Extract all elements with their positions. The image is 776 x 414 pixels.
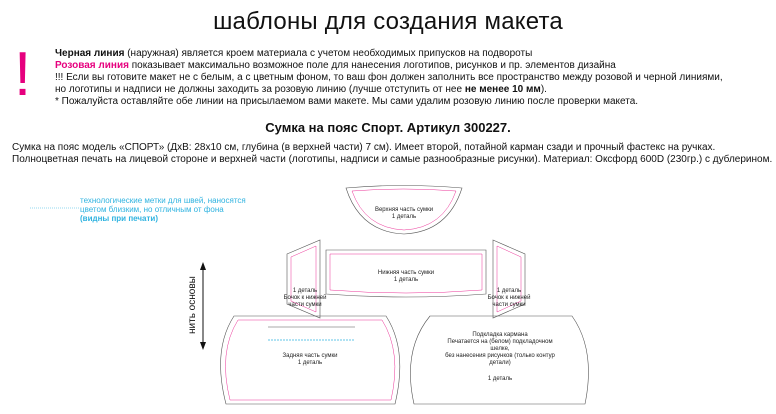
black-line-label: Черная линия xyxy=(55,48,125,59)
piece-top-label xyxy=(354,207,454,221)
piece-side-right-label xyxy=(479,288,539,309)
piece-side-left-name1: Бочок к нижней xyxy=(283,295,327,301)
piece-side-left-label xyxy=(275,288,335,309)
piece-lining-count: 1 деталь xyxy=(487,376,513,382)
black-line-text: (наружная) является кроем материала с учетом необходимых припусков на подвороты xyxy=(124,48,533,59)
note-background-1: !!! Если вы готовите макет не с белым, а с цветным фоном, то ваш фон должен заполнить все пространство между розовой и черной линиями, xyxy=(55,72,723,83)
piece-back-count: 1 деталь xyxy=(297,360,323,366)
piece-lower-name: Нижняя часть сумки xyxy=(377,270,435,276)
piece-top-name: Верхняя часть сумки xyxy=(374,207,434,213)
exclamation-mark: ! xyxy=(14,40,32,109)
grain-label: нить основы xyxy=(187,276,198,334)
tech-marks-line-2: цветом близким, но отличным от фона xyxy=(80,205,224,214)
tech-marks-line-3: (видны при печати) xyxy=(80,214,158,223)
piece-side-left-name2: части сумки xyxy=(288,302,322,308)
piece-lower-label xyxy=(356,270,456,284)
note-bg2-a: но логотипы и надписи не должны заходить за розовую линию (лучше отступить от нее xyxy=(55,84,465,95)
pink-line-label: Розовая линия xyxy=(55,60,129,71)
piece-back-label xyxy=(260,353,360,367)
grain-arrow-icon xyxy=(200,262,206,350)
piece-side-right-count: 1 деталь xyxy=(496,288,522,294)
pink-line-text: показывает максимально возможное поле для нанесения логотипов, рисунков и пр. элементов дизайна xyxy=(128,60,616,71)
piece-back-name: Задняя часть сумки xyxy=(282,353,338,359)
note-leave-lines: * Пожалуйста оставляйте обе линии на присылаемом вами макете. Мы сами удалим розовую линию после проверки макета. xyxy=(55,96,639,107)
piece-lining-label xyxy=(440,332,560,383)
piece-side-right-name2: части сумки xyxy=(492,302,526,308)
piece-side-left-count: 1 деталь xyxy=(292,288,318,294)
description-line-2: Полноцветная печать на лицевой стороне и верхней части (логотипы, надписи и самые разнообразные рисунки). Материал: Оксфорд 600D (230гр.) с дублерином. xyxy=(12,154,773,165)
piece-top-count: 1 деталь xyxy=(391,214,417,220)
piece-side-right-name1: Бочок к нижней xyxy=(487,295,531,301)
piece-lower-count: 1 деталь xyxy=(393,277,419,283)
note-bg2-b: не менее 10 мм xyxy=(464,84,541,95)
product-subtitle: Сумка на пояс Спорт. Артикул 300227. xyxy=(265,120,511,135)
piece-lining-line3: без нанесения рисунков (только контур детали) xyxy=(445,353,555,366)
description-line-1: Сумка на пояс модель «СПОРТ» (ДхВ: 28x10 см, глубина (в верхней части) 7 см). Имеет второй, потайной карман сзади и прочный фастекс на ручках. xyxy=(12,142,716,153)
page-title: шаблоны для создания макета xyxy=(213,8,563,35)
tech-marks-line-1: технологические метки для швей, наносятся xyxy=(80,196,246,205)
note-bg2-c: ). xyxy=(540,84,547,95)
piece-lining-line2: Печатается на (белом) подкладочном шелке, xyxy=(447,339,553,352)
piece-lining-line1: Подкладка кармана xyxy=(472,332,528,338)
